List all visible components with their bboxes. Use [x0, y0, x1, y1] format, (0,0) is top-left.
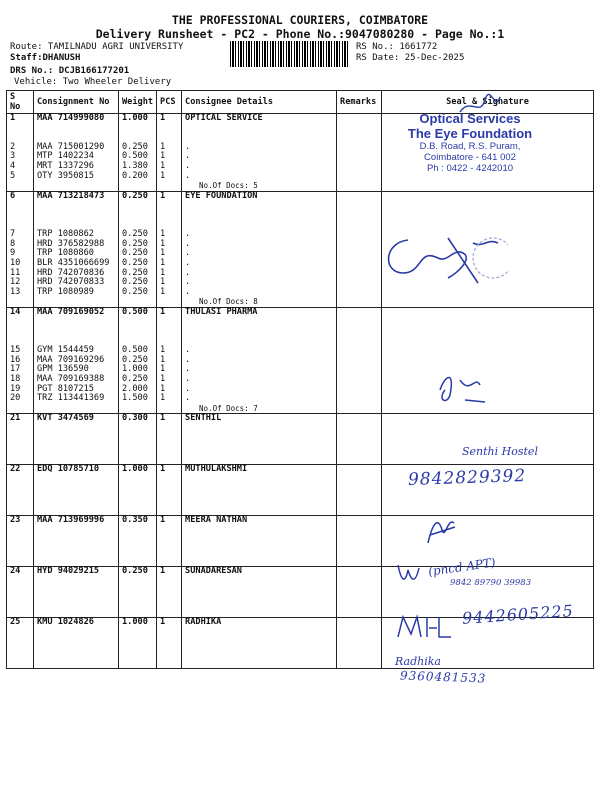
- cell-line: 2.000: [122, 383, 148, 394]
- staff-label: Staff:: [10, 53, 43, 63]
- cell-line: 0.250: [122, 267, 148, 278]
- cell-line: 1: [160, 141, 166, 152]
- cell-pcs: [157, 516, 182, 567]
- cell-con: [34, 516, 119, 567]
- cell-line: 1: [160, 345, 166, 356]
- cell-remarks: [337, 567, 382, 618]
- staff-name: DHANUSH: [42, 53, 81, 63]
- cell-line: .: [185, 345, 191, 356]
- cell-line: 0.500: [122, 151, 148, 162]
- cell-pcs: [157, 465, 182, 516]
- cell-line: [122, 211, 153, 221]
- stamp-line: The Eye Foundation: [407, 125, 533, 141]
- cell-line: 1: [160, 566, 166, 577]
- cell-line: MEERA NATHAN: [185, 515, 248, 526]
- cell-line: 23: [10, 515, 21, 526]
- cell-line: 8: [10, 238, 16, 249]
- rs-number: RS No.: 1661772: [356, 42, 438, 52]
- cell-line: 11: [10, 267, 21, 278]
- cell-line: TRP 1080862: [37, 229, 94, 240]
- cell-line: [10, 317, 30, 327]
- cell-line: 17: [10, 364, 21, 375]
- cell-line: HRD 742070833: [37, 277, 105, 288]
- cell-line: 1.000: [122, 464, 148, 475]
- cell-line: 1: [160, 464, 166, 475]
- cell-line: 1: [160, 267, 166, 278]
- cell-line: 25: [10, 617, 21, 628]
- cell-cd: [182, 114, 337, 192]
- cell-line: TRP 1080989: [37, 286, 94, 297]
- cell-line: 0.250: [122, 141, 148, 152]
- cell-line: TRP 1080860: [37, 248, 94, 259]
- cell-wt: [119, 114, 157, 192]
- staff-line: [10, 53, 80, 63]
- cell-line: [185, 211, 333, 221]
- cell-line: 1: [160, 617, 166, 628]
- cell-line: 10: [10, 257, 21, 268]
- cell-wt: [119, 465, 157, 516]
- cell-cd: [182, 191, 337, 307]
- cell-signature: [382, 191, 594, 307]
- cell-con: [34, 567, 119, 618]
- cell-sno: [7, 516, 34, 567]
- cell-line: 1: [160, 306, 166, 317]
- drs-number: DRS No.: DCJB166177201: [10, 66, 130, 76]
- cell-cd: [182, 516, 337, 567]
- cell-line: [10, 327, 30, 337]
- stamp-line: Optical Services: [419, 111, 521, 126]
- handwriting-meera-phone: 9842 89790 39983: [450, 578, 532, 588]
- cell-line: 18: [10, 374, 21, 385]
- cell-line: .: [185, 229, 191, 240]
- cell-line: EYE FOUNDATION: [185, 190, 258, 201]
- cell-pcs: [157, 307, 182, 414]
- company-title: THE PROFESSIONAL COURIERS, COIMBATORE: [171, 13, 429, 27]
- cell-pcs: [157, 618, 182, 669]
- cell-line: 4: [10, 160, 16, 171]
- docs-count: No.Of Docs: 8: [199, 297, 258, 307]
- table-end-row: [7, 669, 594, 671]
- cell-line: 1: [160, 160, 166, 171]
- cell-line: .: [185, 277, 191, 288]
- cell-remarks: [337, 191, 382, 307]
- cell-line: 12: [10, 277, 21, 288]
- cell-line: 13: [10, 286, 21, 297]
- cell-line: 0.250: [122, 238, 148, 249]
- cell-line: 6: [10, 190, 16, 201]
- cell-line: [10, 201, 30, 211]
- cell-line: [37, 201, 115, 211]
- col-weight: Weight: [119, 91, 157, 114]
- cell-line: MAA 713218473: [37, 190, 105, 201]
- rs-date: RS Date: 25-Dec-2025: [356, 53, 465, 63]
- cell-line: [185, 201, 333, 211]
- cell-line: 1: [160, 286, 166, 297]
- cell-line: .: [185, 257, 191, 268]
- cell-line: 14: [10, 306, 21, 317]
- col-signature: Seal & Signature: [382, 91, 594, 114]
- cell-line: [122, 317, 153, 327]
- cell-con: [34, 307, 119, 414]
- cell-line: 20: [10, 393, 21, 404]
- cell-sno: [7, 465, 34, 516]
- cell-line: 1: [160, 229, 166, 240]
- vehicle-label: Vehicle: Two Wheeler Delivery: [14, 77, 172, 87]
- cell-line: SUNADARESAN: [185, 566, 242, 577]
- cell-line: 1: [160, 248, 166, 259]
- cell-cd: [182, 465, 337, 516]
- cell-wt: [119, 567, 157, 618]
- cell-line: BLR 4351066699: [37, 257, 110, 268]
- cell-line: .: [185, 170, 191, 181]
- barcode: [230, 41, 350, 67]
- cell-line: .: [185, 383, 191, 394]
- cell-sno: [7, 191, 34, 307]
- cell-line: 22: [10, 464, 21, 475]
- cell-line: .: [185, 374, 191, 385]
- cell-line: [185, 327, 333, 337]
- cell-line: 1: [160, 238, 166, 249]
- cell-line: [160, 327, 178, 337]
- cell-line: OPTICAL SERVICE: [185, 113, 263, 123]
- cell-line: 1: [160, 113, 166, 123]
- cell-line: 1: [160, 151, 166, 162]
- cell-line: MAA 709169052: [37, 306, 105, 317]
- cell-line: [160, 317, 178, 327]
- cell-line: KVT 3474569: [37, 413, 94, 424]
- cell-line: 15: [10, 345, 21, 356]
- optical-services-stamp: [395, 112, 545, 175]
- cell-pcs: [157, 191, 182, 307]
- cell-line: 0.500: [122, 345, 148, 356]
- cell-line: 0.250: [122, 190, 148, 201]
- table-row: [7, 618, 594, 669]
- cell-line: .: [185, 141, 191, 152]
- cell-remarks: [337, 114, 382, 192]
- cell-pcs: [157, 114, 182, 192]
- cell-line: 0.300: [122, 413, 148, 424]
- cell-sno: [7, 114, 34, 192]
- cell-line: [185, 124, 333, 134]
- cell-line: [160, 211, 178, 221]
- cell-line: KMU 1024826: [37, 617, 94, 628]
- cell-line: .: [185, 238, 191, 249]
- col-pcs: PCS: [157, 91, 182, 114]
- cell-line: [122, 327, 153, 337]
- cell-wt: [119, 414, 157, 465]
- cell-line: PGT 8107215: [37, 383, 94, 394]
- handwriting-senthil-phone: 9842829392: [407, 465, 527, 491]
- cell-line: [185, 133, 333, 143]
- cell-remarks: [337, 618, 382, 669]
- cell-line: 21: [10, 413, 21, 424]
- col-consignment: Consignment No: [34, 91, 119, 114]
- cell-line: 1: [160, 190, 166, 201]
- cell-line: .: [185, 393, 191, 404]
- stamp-line: Ph : 0422 - 4242010: [426, 162, 514, 174]
- cell-line: MRT 1337296: [37, 160, 94, 171]
- cell-line: [10, 211, 30, 221]
- cell-cd: [182, 567, 337, 618]
- cell-line: .: [185, 286, 191, 297]
- cell-line: GPM 136590: [37, 364, 89, 375]
- col-consignee: Consignee Details: [182, 91, 337, 114]
- cell-line: 19: [10, 383, 21, 394]
- cell-sno: [7, 618, 34, 669]
- cell-con: [34, 191, 119, 307]
- cell-line: MAA 709169296: [37, 354, 105, 365]
- cell-con: [34, 465, 119, 516]
- handwriting-senthil-note: Senthi Hostel: [462, 445, 538, 458]
- cell-line: TRZ 113441369: [37, 393, 105, 404]
- cell-line: MTP 1402234: [37, 151, 94, 162]
- cell-line: OTY 3950815: [37, 170, 94, 181]
- cell-line: .: [185, 151, 191, 162]
- cell-line: MAA 709169388: [37, 374, 105, 385]
- cell-remarks: [337, 414, 382, 465]
- cell-line: 7: [10, 229, 16, 240]
- cell-line: THULASI PHARMA: [185, 306, 258, 317]
- cell-sno: [7, 414, 34, 465]
- cell-line: [122, 124, 153, 134]
- cell-line: 2: [10, 141, 16, 152]
- cell-line: MAA 713969996: [37, 515, 105, 526]
- cell-line: GYM 1544459: [37, 345, 94, 356]
- cell-line: 1: [160, 413, 166, 424]
- cell-line: .: [185, 248, 191, 259]
- cell-line: MUTHULAKSHMI: [185, 464, 248, 475]
- col-remarks: Remarks: [337, 91, 382, 114]
- cell-line: 0.250: [122, 229, 148, 240]
- cell-line: 1: [160, 383, 166, 394]
- stamp-line: Coimbatore - 641 002: [424, 151, 516, 163]
- cell-line: MAA 714999080: [37, 113, 105, 123]
- col-sno: S No: [7, 91, 34, 114]
- cell-pcs: [157, 567, 182, 618]
- cell-line: 1: [160, 374, 166, 385]
- cell-line: [185, 221, 333, 231]
- cell-wt: [119, 307, 157, 414]
- cell-line: .: [185, 354, 191, 365]
- cell-line: 16: [10, 354, 21, 365]
- cell-line: 5: [10, 170, 16, 181]
- cell-remarks: [337, 307, 382, 414]
- cell-line: 0.250: [122, 354, 148, 365]
- cell-line: .: [185, 160, 191, 171]
- cell-con: [34, 414, 119, 465]
- handwriting-radhika-phone: 9360481533: [399, 668, 487, 686]
- cell-line: 1.000: [122, 617, 148, 628]
- cell-line: [185, 337, 333, 347]
- cell-line: .: [185, 364, 191, 375]
- cell-line: [37, 327, 115, 337]
- cell-line: 0.250: [122, 277, 148, 288]
- cell-line: [37, 211, 115, 221]
- cell-cd: [182, 414, 337, 465]
- cell-line: [10, 124, 30, 134]
- cell-line: 1: [160, 364, 166, 375]
- cell-line: [185, 317, 333, 327]
- cell-line: HRD 742070836: [37, 267, 105, 278]
- cell-line: 1: [160, 393, 166, 404]
- cell-line: 9: [10, 248, 16, 259]
- cell-line: 0.350: [122, 515, 148, 526]
- cell-line: 1.500: [122, 393, 148, 404]
- cell-line: 1: [160, 277, 166, 288]
- cell-sno: [7, 567, 34, 618]
- cell-pcs: [157, 414, 182, 465]
- cell-wt: [119, 191, 157, 307]
- cell-line: 24: [10, 566, 21, 577]
- cell-line: 0.250: [122, 374, 148, 385]
- docs-count: No.Of Docs: 5: [199, 181, 258, 191]
- table-row: [7, 307, 594, 414]
- cell-line: SENTHIL: [185, 413, 222, 424]
- handwriting-radhika-name: Radhika: [395, 655, 441, 668]
- cell-remarks: [337, 465, 382, 516]
- cell-cd: [182, 618, 337, 669]
- cell-line: 1: [160, 515, 166, 526]
- cell-line: 0.250: [122, 257, 148, 268]
- handwriting-meera-note: (pncd APT): [427, 555, 497, 579]
- cell-line: 1: [10, 113, 16, 123]
- cell-line: [160, 124, 178, 134]
- cell-con: [34, 114, 119, 192]
- cell-line: 1.000: [122, 364, 148, 375]
- cell-line: [122, 201, 153, 211]
- cell-wt: [119, 516, 157, 567]
- cell-line: MAA 715001290: [37, 141, 105, 152]
- cell-line: 1: [160, 257, 166, 268]
- cell-remarks: [337, 516, 382, 567]
- cell-line: 1: [160, 354, 166, 365]
- stamp-line: D.B. Road, R.S. Puram,: [419, 140, 521, 152]
- cell-line: HYD 94029215: [37, 566, 100, 577]
- cell-line: 0.250: [122, 248, 148, 259]
- cell-line: 3: [10, 151, 16, 162]
- cell-line: HRD 376582988: [37, 238, 105, 249]
- cell-line: [160, 201, 178, 211]
- cell-con: [34, 618, 119, 669]
- table-row: [7, 191, 594, 307]
- cell-wt: [119, 618, 157, 669]
- cell-line: 1.000: [122, 113, 148, 123]
- cell-signature: [382, 307, 594, 414]
- cell-line: 1.380: [122, 160, 148, 171]
- cell-line: [37, 124, 115, 134]
- cell-line: 0.500: [122, 306, 148, 317]
- runsheet-subtitle: Delivery Runsheet - PC2 - Phone No.:9047080280 - Page No.:1: [95, 27, 505, 41]
- route-label: Route: TAMILNADU AGRI UNIVERSITY: [10, 42, 184, 52]
- cell-line: 0.250: [122, 566, 148, 577]
- cell-line: 0.200: [122, 170, 148, 181]
- cell-line: EDQ 10785710: [37, 464, 100, 475]
- cell-line: 1: [160, 170, 166, 181]
- docs-count: No.Of Docs: 7: [199, 403, 258, 413]
- cell-line: 0.250: [122, 286, 148, 297]
- handwriting-suna-phone: 9442605225: [461, 601, 575, 628]
- cell-line: .: [185, 267, 191, 278]
- cell-sno: [7, 307, 34, 414]
- table-row: [7, 516, 594, 567]
- cell-line: [37, 317, 115, 327]
- cell-cd: [182, 307, 337, 414]
- cell-line: RADHIKA: [185, 617, 222, 628]
